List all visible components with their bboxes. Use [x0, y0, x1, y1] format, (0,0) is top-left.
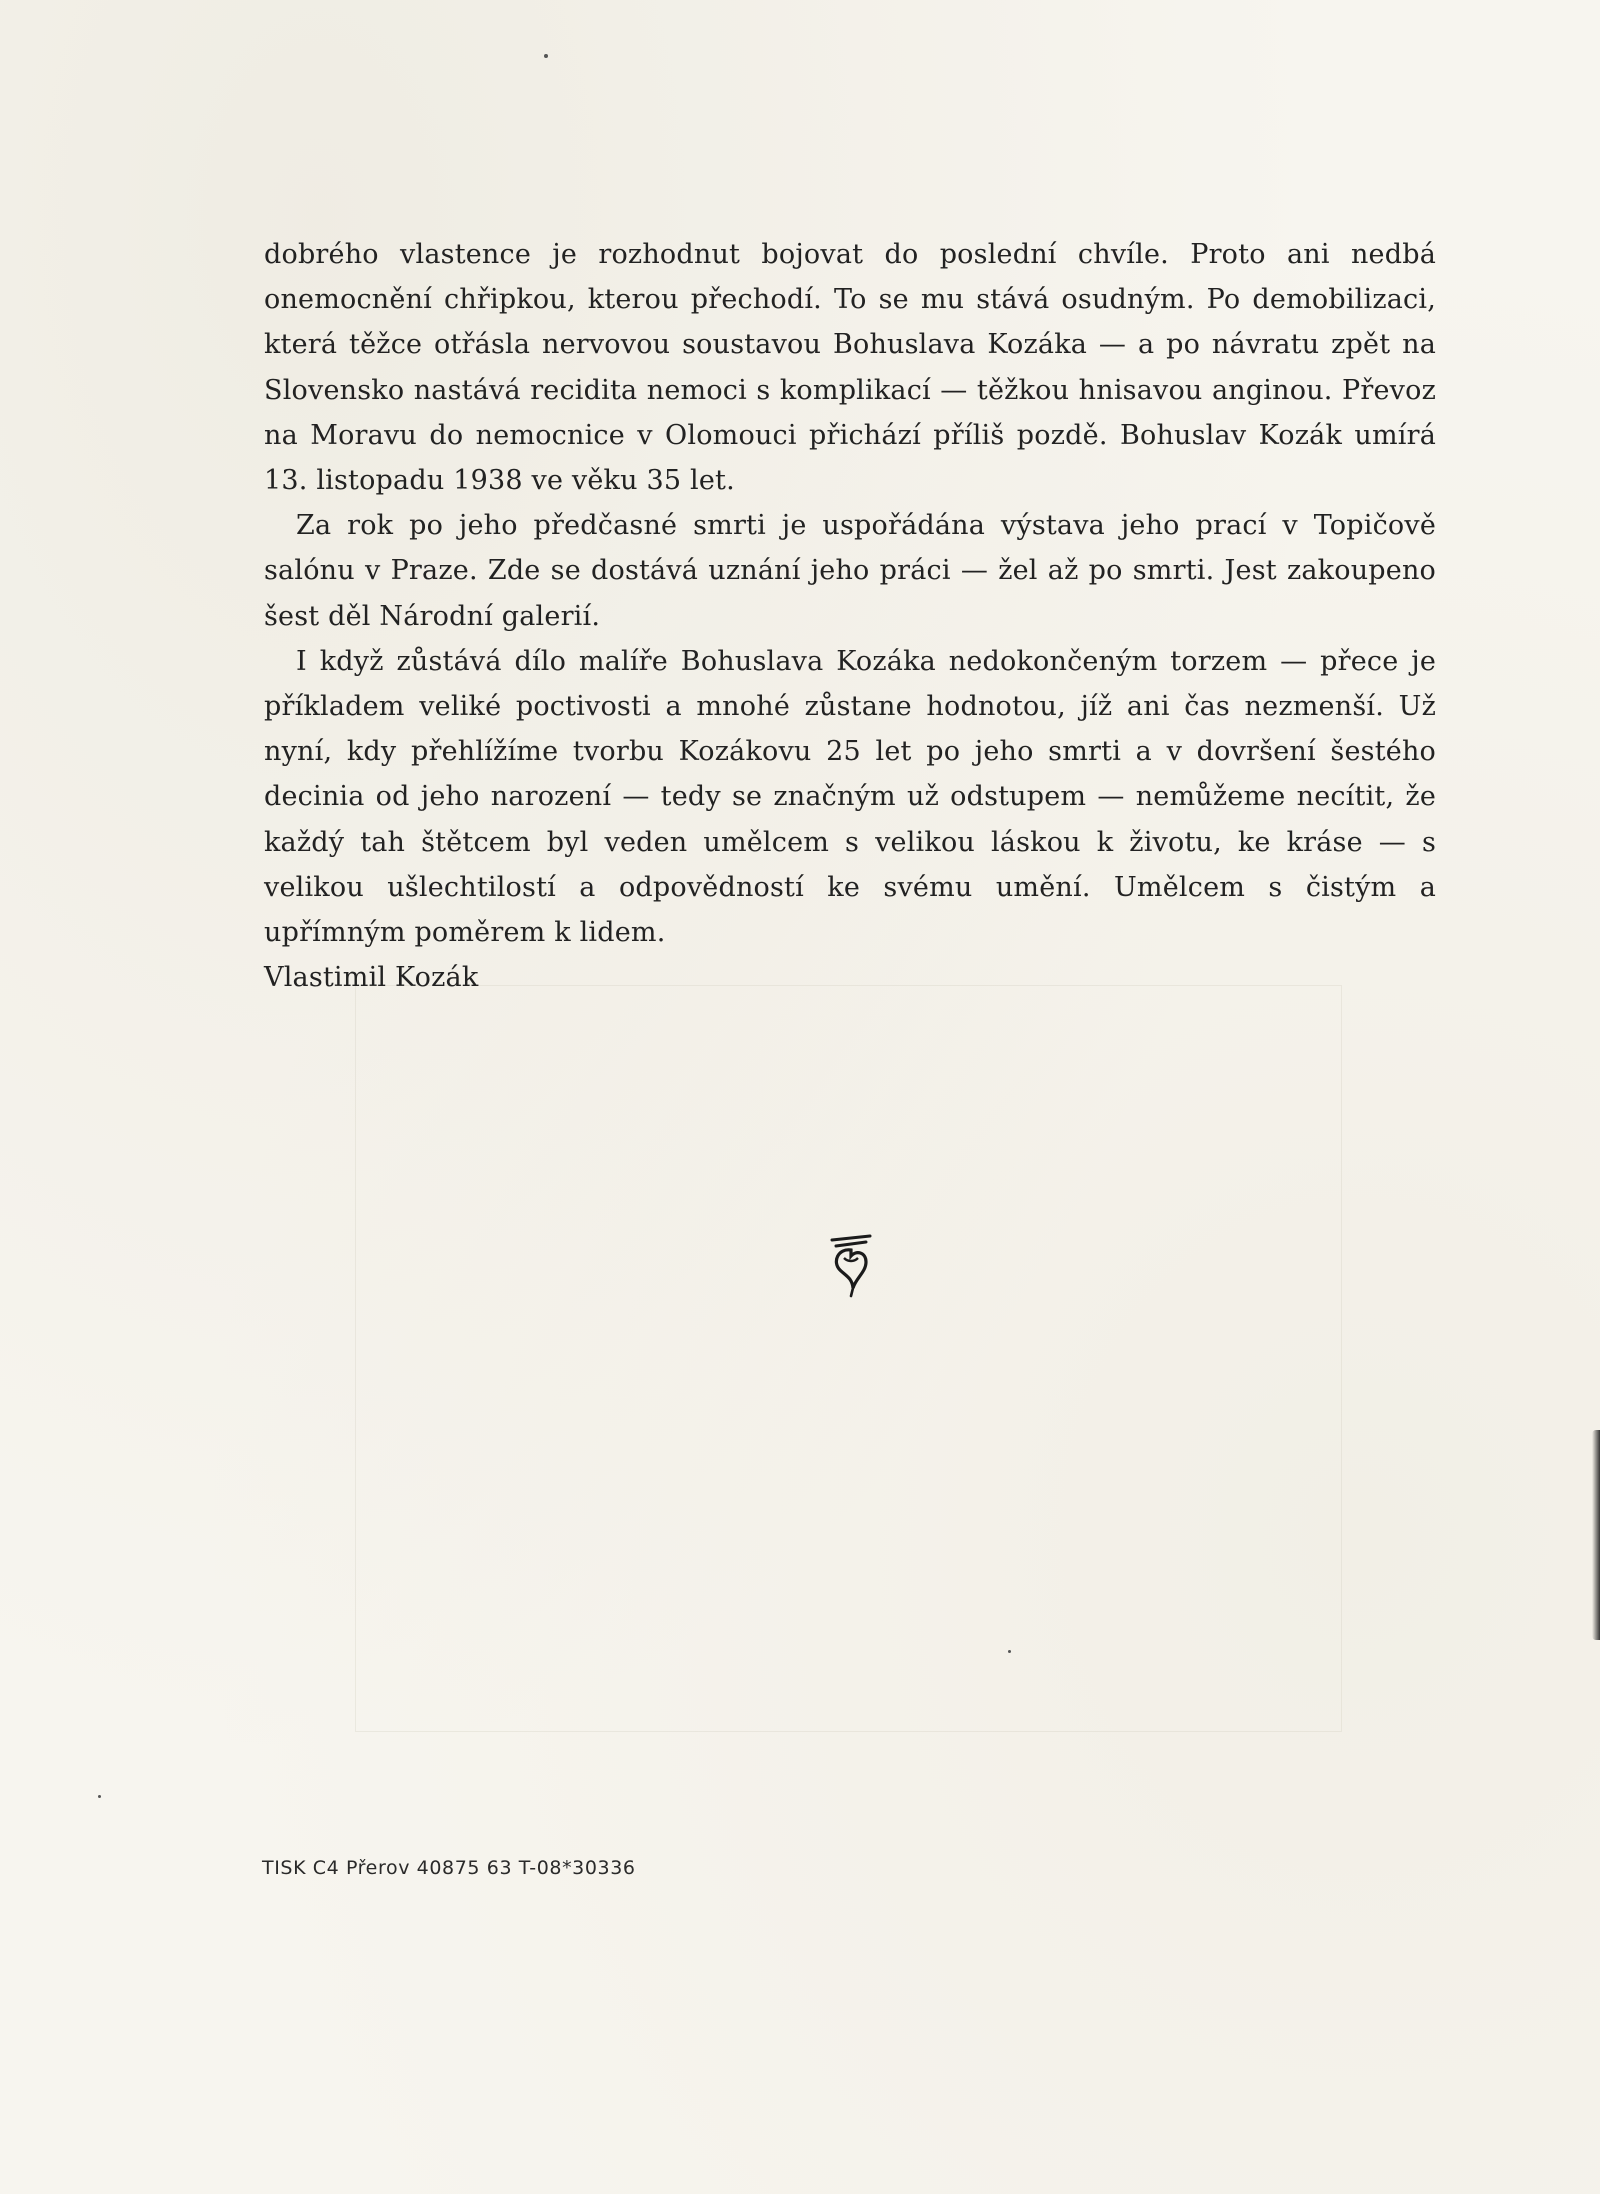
author-signature: Vlastimil Kozák: [264, 962, 479, 994]
paragraph-3: I když zůstává dílo malíře Bohuslava Kozáka nedokončeným torzem — přece je příkladem veliké poctivosti a mnohé zůstane hodnotou, jíž ani čas nezmenší. Už nyní, kdy přehlížíme tvorbu Kozákovu 25 let po jeho smrti a v dovršení šestého decinia od jeho narození — tedy se značným už odstupem — nemůžeme necítit, že každý tah štětcem byl veden umělcem s velikou láskou k životu, ke kráse — s velikou ušlechtilostí a odpovědností ke svému umění. Umělcem s čistým a upřímným poměrem k lidem.: [264, 645, 1436, 949]
paper-speck: [98, 1795, 101, 1798]
paper-speck: [1008, 1650, 1011, 1653]
printer-imprint: TISK C4 Přerov 40875 63 T-08*30336: [262, 1857, 636, 1879]
paper-speck: [544, 54, 548, 58]
publisher-logo-icon: [826, 1228, 876, 1298]
paragraph-2: Za rok po jeho předčasné smrti je uspořádána výstava jeho prací v Topičově salónu v Praze. Zde se dostává uznání jeho práci — žel až po smrti. Jest zakoupeno šest děl Národní galerií.: [264, 510, 1436, 632]
paragraph-1: dobrého vlastence je rozhodnut bojovat do poslední chvíle. Proto ani nedbá onemocnění chřipkou, kterou přechodí. To se mu stává osudným. Po demobilizaci, která těžce otřásla nervovou soustavou Bohuslava Kozáka — a po návratu zpět na Slovensko nastává recidita nemoci s komplikací — těžkou hnisavou anginou. Převoz na Moravu do nemocnice v Olomouci přichází příliš pozdě. Bohuslav Kozák umírá 13. listopadu 1938 ve věku 35 let.: [264, 239, 1436, 497]
binding-edge-shadow: [1592, 1430, 1600, 1640]
body-text: [264, 232, 1436, 1000]
faint-plate-outline: [355, 985, 1342, 1732]
